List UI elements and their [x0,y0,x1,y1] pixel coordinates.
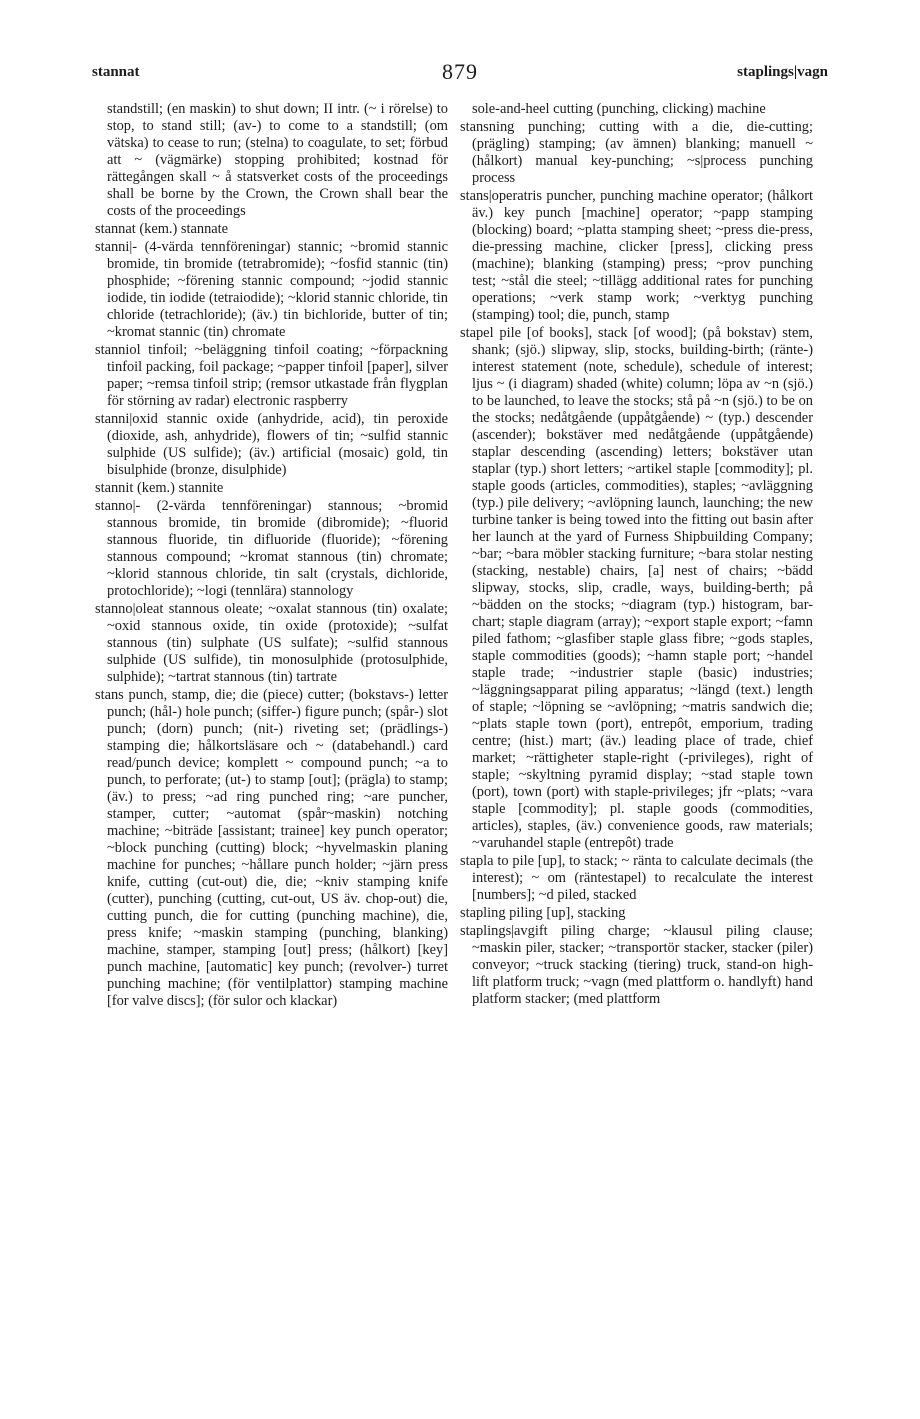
dictionary-entry: stanno|- (2-värda tennföreningar) stannous; ~bromid stannous bromide, tin bromide (dibromide); ~fluorid stannous fluoride, tin difluoride (fluoride); ~förening stannous compound; ~kromat stannous (tin) chromate; ~klorid stannous chloride, tin salt (crystals, dichloride, protochloride); ~logi (tennlära) stannology [95,498,448,599]
header-left-guide-word: stannat [92,64,140,80]
dictionary-entry: stannit (kem.) stannite [95,480,224,496]
page-number: 879 [442,59,478,84]
dictionary-entry: stannat (kem.) stannate [95,221,229,237]
dictionary-entry: stansning punching; cutting with a die, die-cutting; (prägling) stamping; (av ämnen) blanking; manuell ~ (hålkort) manual key-punching; ~s|process punching process [460,119,813,186]
dictionary-entry: stanniol tinfoil; ~beläggning tinfoil coating; ~förpackning tinfoil packing, foil package; ~papper tinfoil [paper], silver paper; ~remsa tinfoil strip; (remsor utkastade från flygplan för störning av radar) electronic raspberry [95,342,448,409]
header-right-guide-word: staplings|vagn [737,64,828,80]
dictionary-entry: sole-and-heel cutting (punching, clicking) machine [472,101,766,117]
dictionary-entry: stapla to pile [up], to stack; ~ ränta to calculate decimals (the interest); ~ om (räntestapel) to recalculate the interest [numbers]; ~d piled, stacked [460,853,813,903]
dictionary-entry: staplings|avgift piling charge; ~klausul piling clause; ~maskin piler, stacker; ~transportör stacker, stacker (piler) conveyor; ~truck stacking (tiering) truck, stand-on high-lift platform truck; ~vagn (med plattform o. handlyft) hand platform stacker; (med plattform [460,923,813,1007]
right-column [460,101,813,1008]
dictionary-entry: stans|operatris puncher, punching machine operator; (hålkort äv.) key punch [machine] operator; ~papp stamping (blocking) board; ~platta stamping sheet; ~press die-press, die-pressing machine, clicker [press], clicking press (machine); blanking (stamping) press; ~prov punching test; ~stål die steel; ~tillägg additional rates for punching operations; ~verk stamp work; ~verktyg punching (stamping) tool; die, punch, stamp [460,188,813,323]
dictionary-entry: standstill; (en maskin) to shut down; II intr. (~ i rörelse) to stop, to stand still; (av-) to come to a standstill; (om vätska) to cease to run; (stelna) to coagulate, to set; förbud att ~ (vägmärke) stopping prohibited; kostnad för rättegången skall ~ å statsverket costs of the proceedings shall be borne by the Crown, the Crown shall bear the costs of the proceedings [107,101,448,219]
dictionary-entry: stanni|- (4-värda tennföreningar) stannic; ~bromid stannic bromide, tin bromide (tetrabromide); ~fosfid stannic (tin) phosphide; ~förening stannic compound; ~jodid stannic iodide, tin iodide (tetraiodide); ~klorid stannic chloride, tin chloride (tetrachloride); (äv.) tin bichloride, butter of tin; ~kromat stannic (tin) chromate [95,239,448,340]
dictionary-entry: stapel pile [of books], stack [of wood]; (på bokstav) stem, shank; (sjö.) slipway, slip, stocks, building-birth; (ränte-) interest statement (note, schedule), schedule of interest; ljus ~ (i diagram) shaded (white) column; löpa av ~n (sjö.) to be launched, to leave the stocks; stå på ~n (sjö.) to be on the stocks; nedåtgående (uppåtgående) ~ (typ.) descender (ascender); bokstäver med nedåtgående (uppåtgående) staplar descending (ascending) letters; bokstäver utan staplar (typ.) short letters; ~artikel staple [commodity]; pl. staple goods (articles, commodities), staples; ~avläggning (typ.) pile delivery; ~avlöpning launch, launching; the new turbine tanker is being towed into the fitting out basin after her launch at the yard of Furness Shipbuilding Company; ~bar; ~bara möbler stacking furniture; ~bara stolar nesting (stacking, nestable) chairs, [a] nest of chairs; ~bädd slipway, stocks, slip, cradle, ways, building-berth; på ~bädden on the stocks; ~diagram (typ.) histogram, bar-chart; staple diagram (array); ~export staple export; ~famn piled fathom; ~glasfiber staple glass fibre; ~gods staples, staple commodities (goods); ~hamn staple port; ~handel staple trade; ~industrier staple (basic) industries; ~läggningsapparat piling apparatus; ~längd (text.) length of staple; ~löpning se ~avlöpning; ~matris sandwich die; ~plats staple town (port), entrepôt, emporium, trading centre; (hist.) mart; (äv.) leading place of trade, chief market; ~rättigheter staple-right (-privileges), right of staple; ~skyltning pyramid display; ~stad staple town (port), town (port) with staple-privileges; jfr ~plats; ~vara staple [commodity]; pl. staple goods (commodities, articles), staples, (äv.) convenience goods, raw materials; ~varuhandel staple (entrepôt) trade [460,325,813,851]
page-header [92,60,828,86]
dictionary-entry: stans punch, stamp, die; die (piece) cutter; (bokstavs-) letter punch; (hål-) hole punch; (siffer-) figure punch; (spår-) slot punch; (dorn) punch; (nit-) riveting set; (prädlings-) stamping die; hålkortsläsare och ~ (databehandl.) card read/punch device; komplett ~ compound punch; ~a to punch, to perforate; (ut-) to stamp [out]; (prägla) to stamp; (äv.) to press; ~ad ring punched ring; ~are puncher, stamper, cutter; ~automat (spår~maskin) notching machine; ~biträde [assistant; trainee] key punch operator; ~block punching (cutting) block; ~hyvelmaskin planing machine for punches; ~hållare punch holder; ~järn press knife, cutting (cut-out) die, die; ~kniv stamping knife (cutter), punching (cutting, cut-out, US äv. chop-out) die, cutting punch, die for cutting (punching machine), die, press knife; ~maskin stamping (punching, blanking) machine, stamper, stamping [out] press; (hålkort) [key] punch machine, [automatic] key punch; (revolver-) turret punching machine; (för ventilplattor) stamping machine [for valve discs]; (för sulor och klackar) [95,687,448,1009]
dictionary-entry: stanni|oxid stannic oxide (anhydride, acid), tin peroxide (dioxide, ash, anhydride), flowers of tin; ~sulfid stannic sulphide (US sulfide); (äv.) artificial (mosaic) gold, tin bisulphide (bronze, disulphide) [95,411,448,478]
left-column [95,101,448,1010]
dictionary-entry: stapling piling [up], stacking [460,905,626,921]
dictionary-entry: stanno|oleat stannous oleate; ~oxalat stannous (tin) oxalate; ~oxid stannous oxide, tin oxide (protoxide); ~sulfat stannous (tin) sulphate (US sulfate); ~sulfid stannous sulphide (US sulfide), tin monosulphide (protosulphide, sulphide); ~tartrat stannous (tin) tartrate [95,601,448,685]
